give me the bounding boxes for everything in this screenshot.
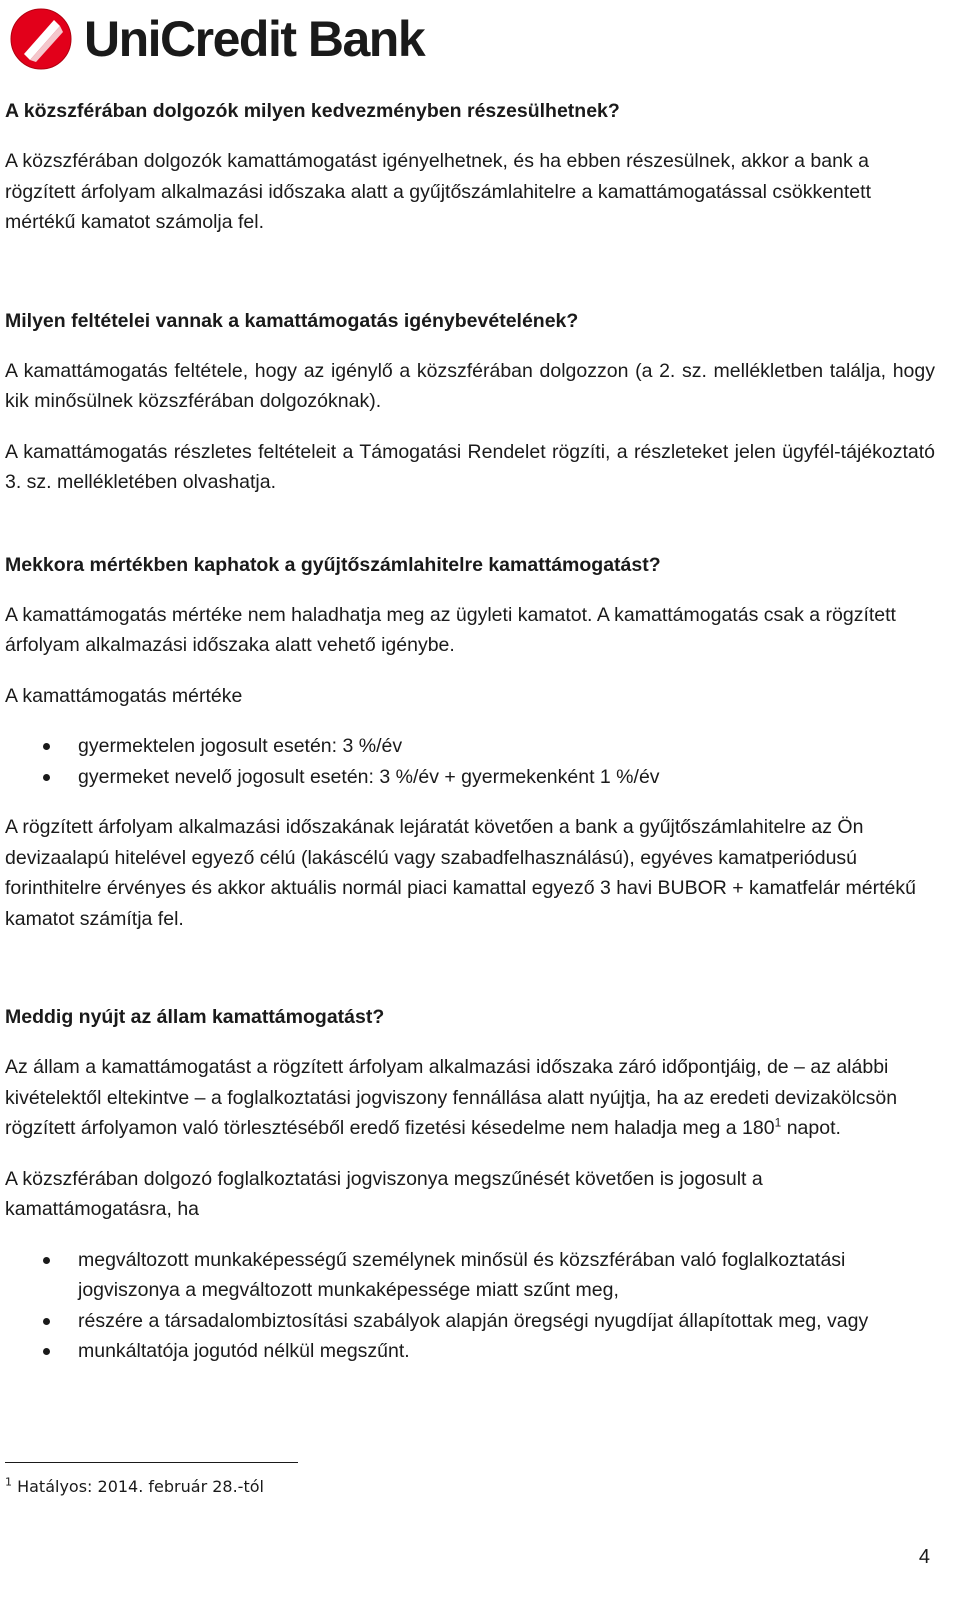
bullet-icon [43, 743, 50, 750]
condition-list [5, 1245, 935, 1367]
bullet-icon [43, 1348, 50, 1355]
rate-list [5, 731, 935, 792]
list-item: részére a társadalombiztosítási szabályok alapján öregségi nyugdíjat állapítottak meg, vagy [5, 1306, 935, 1337]
bullet-icon [43, 1257, 50, 1264]
footnote-reference: 1 [774, 1115, 782, 1130]
section-heading: A közszférában dolgozók milyen kedvezményben részesülhetnek? [5, 100, 620, 122]
document-body [5, 96, 935, 1367]
page-number: 4 [918, 1546, 930, 1568]
paragraph: A kamattámogatás feltétele, hogy az igénylő a közszférában dolgozzon (a 2. sz. mellékletben találja, hogy kik minősülnek közszférában dolgozóknak). [5, 359, 935, 412]
paragraph: A közszférában dolgozó foglalkoztatási jogviszonya megszűnését követően is jogosult a kamattámogatásra, ha [5, 1167, 763, 1220]
paragraph: A kamattámogatás részletes feltételeit a Támogatási Rendelet rögzíti, a részleteket jelen ügyfél-tájékoztató 3. sz. mellékletében olvashatja. [5, 440, 935, 493]
unicredit-logo-icon [10, 8, 72, 70]
paragraph: Az állam a kamattámogatást a rögzített árfolyam alkalmazási időszaka záró időpontjáig, de – az alábbi kivételektől eltekintve – a foglalkoztatási jogviszony fennállása alatt nyújtja, ha az eredeti devizakölcsön rögzített árfolyamon való törlesztéséből eredő fizetési késedelme nem haladja meg a $180^1$ napot. [5, 1056, 898, 1139]
section-heading: Milyen feltételei vannak a kamattámogatás igénybevételének? [5, 309, 579, 332]
list-item: gyermektelen jogosult esetén: 3 %/év [5, 731, 935, 762]
section-heading: Mekkora mértékben kaphatok a gyűjtőszámlahitelre kamattámogatást? [5, 553, 661, 576]
footnote [5, 1476, 264, 1498]
bullet-icon [43, 1318, 50, 1325]
footnote-text: Hatályos: 2014. február 28.-tól [12, 1477, 264, 1496]
unicredit-logo [10, 8, 424, 70]
paragraph: A közszférában dolgozók kamattámogatást igényelhetnek, és ha ebben részesülnek, akkor a bank a rögzített árfolyam alkalmazási időszaka alatt a gyűjtőszámlahitelre a kamattámogatással csökkentett mértékű kamatot számolja fel. [5, 150, 871, 233]
paragraph: A rögzített árfolyam alkalmazási időszakának lejáratát követően a bank a gyűjtőszámlahitelre az Ön devizaalapú hitelével egyező célú (lakáscélú vagy szabadfelhasználású), egyéves kamatperiódusú forinthitelre érvényes és akkor aktuális normál piaci kamattal egyező 3 havi BUBOR + kamatfelár mértékű kamatot számítja fel. [5, 816, 916, 930]
section-heading: Meddig nyújt az állam kamattámogatást? [5, 1006, 385, 1028]
list-item: munkáltatója jogutód nélkül megszűnt. [5, 1336, 935, 1367]
paragraph: A kamattámogatás mértéke [5, 684, 243, 707]
brand-name: UniCredit Bank [84, 11, 425, 67]
list-item: gyermeket nevelő jogosult esetén: 3 %/év + gyermekenként 1 %/év [5, 762, 935, 793]
footnote-mark: 1 [5, 1475, 12, 1489]
footnote-divider [5, 1462, 298, 1463]
paragraph: A kamattámogatás mértéke nem haladhatja meg az ügyleti kamatot. A kamattámogatás csak a rögzített árfolyam alkalmazási időszaka alatt vehető igénybe. [5, 603, 896, 656]
bullet-icon [43, 774, 50, 781]
list-item: megváltozott munkaképességű személynek minősül és közszférában való foglalkoztatási jogviszonya a megváltozott munkaképessége miatt szűnt meg, [5, 1245, 935, 1306]
